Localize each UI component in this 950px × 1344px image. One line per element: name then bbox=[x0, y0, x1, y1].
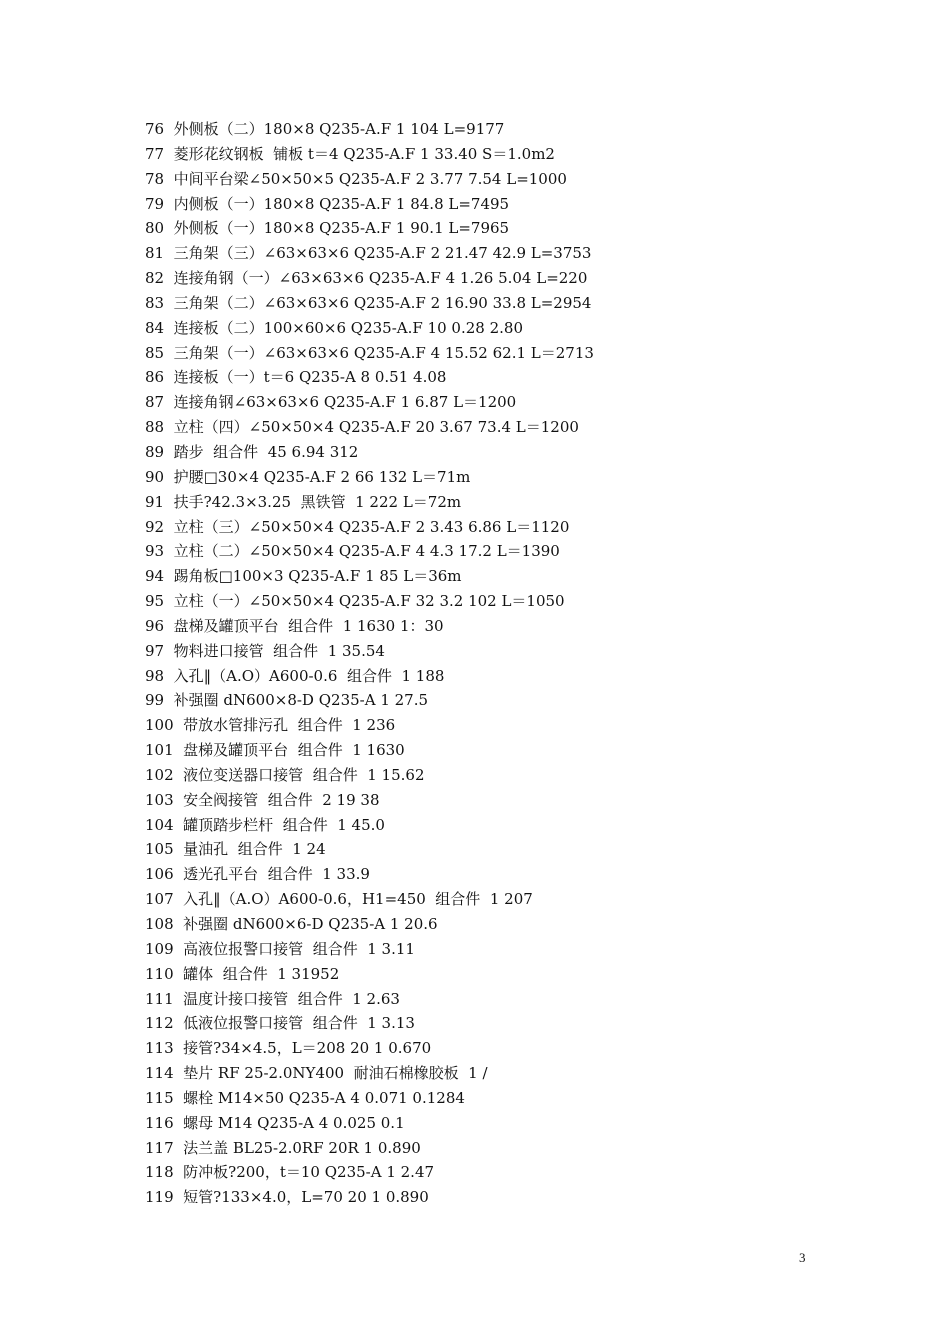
list-item: 86 连接板（一）t＝6 Q235-A 8 0.51 4.08 bbox=[145, 368, 447, 387]
list-item: 114 垫片 RF 25-2.0NY400 耐油石棉橡胶板 1 / bbox=[145, 1064, 488, 1083]
list-item: 93 立柱（二）∠50×50×4 Q235-A.F 4 4.3 17.2 L＝1390 bbox=[145, 542, 560, 561]
list-item: 81 三角架（三）∠63×63×6 Q235-A.F 2 21.47 42.9 L=3753 bbox=[145, 244, 592, 263]
list-item: 92 立柱（三）∠50×50×4 Q235-A.F 2 3.43 6.86 L＝1120 bbox=[145, 517, 570, 536]
list-item: 110 罐体 组合件 1 31952 bbox=[145, 964, 340, 983]
list-item: 84 连接板（二）100×60×6 Q235-A.F 10 0.28 2.80 bbox=[145, 318, 523, 337]
parts-list bbox=[145, 117, 905, 1210]
list-item: 100 带放水管排污孔 组合件 1 236 bbox=[145, 716, 396, 735]
list-item: 107 入孔‖（A.O）A600-0.6，H1=450 组合件 1 207 bbox=[145, 890, 533, 909]
list-item: 82 连接角钢（一）∠63×63×6 Q235-A.F 4 1.26 5.04 L=220 bbox=[145, 269, 588, 288]
list-item: 79 内侧板（一）180×8 Q235-A.F 1 84.8 L=7495 bbox=[145, 194, 510, 213]
list-item: 118 防冲板?200，t＝10 Q235-A 1 2.47 bbox=[145, 1163, 435, 1182]
list-item: 105 量油孔 组合件 1 24 bbox=[145, 840, 326, 859]
list-item: 106 透光孔平台 组合件 1 33.9 bbox=[145, 865, 370, 884]
list-item: 108 补强圈 dN600×6-D Q235-A 1 20.6 bbox=[145, 915, 438, 933]
list-item: 113 接管?34×4.5，L＝208 20 1 0.670 bbox=[145, 1039, 432, 1058]
list-item: 116 螺母 M14 Q235-A 4 0.025 0.1 bbox=[145, 1113, 405, 1132]
list-item: 94 踢角板□100×3 Q235-A.F 1 85 L＝36m bbox=[145, 567, 462, 586]
list-item: 103 安全阀接管 组合件 2 19 38 bbox=[145, 790, 380, 809]
list-item: 99 补强圈 dN600×8-D Q235-A 1 27.5 bbox=[145, 691, 429, 710]
list-item: 89 踏步 组合件 45 6.94 312 bbox=[145, 442, 359, 461]
list-item: 83 三角架（二）∠63×63×6 Q235-A.F 2 16.90 33.8 L=2954 bbox=[145, 293, 592, 312]
list-item: 111 温度计接口接管 组合件 1 2.63 bbox=[145, 989, 400, 1008]
list-item: 95 立柱（一）∠50×50×4 Q235-A.F 32 3.2 102 L＝1050 bbox=[145, 592, 565, 611]
list-item: 78 中间平台梁∠50×50×5 Q235-A.F 2 3.77 7.54 L=1000 bbox=[145, 169, 567, 188]
list-item: 77 菱形花纹钢板 铺板 t＝4 Q235-A.F 1 33.40 S＝1.0m2 bbox=[145, 144, 555, 163]
list-item: 112 低液位报警口接管 组合件 1 3.13 bbox=[145, 1014, 415, 1033]
list-item: 117 法兰盖 BL25-2.0RF 20R 1 0.890 bbox=[145, 1138, 421, 1157]
list-item: 91 扶手?42.3×3.25 黑铁管 1 222 L＝72m bbox=[145, 492, 462, 511]
list-item: 101 盘梯及罐顶平台 组合件 1 1630 bbox=[145, 741, 405, 760]
list-item: 76 外侧板（二）180×8 Q235-A.F 1 104 L=9177 bbox=[145, 120, 505, 138]
list-item: 80 外侧板（一）180×8 Q235-A.F 1 90.1 L=7965 bbox=[145, 219, 510, 238]
list-item: 96 盘梯及罐顶平台 组合件 1 1630 1：30 bbox=[145, 616, 444, 635]
list-item: 88 立柱（四）∠50×50×4 Q235-A.F 20 3.67 73.4 L＝1200 bbox=[145, 418, 579, 437]
list-item: 98 入孔‖（A.O）A600-0.6 组合件 1 188 bbox=[145, 666, 445, 685]
list-item: 85 三角架（一）∠63×63×6 Q235-A.F 4 15.52 62.1 L＝2713 bbox=[145, 343, 594, 362]
page-number: 3 bbox=[799, 1250, 806, 1265]
list-item: 102 液位变送器口接管 组合件 1 15.62 bbox=[145, 765, 425, 784]
list-item: 104 罐顶踏步栏杆 组合件 1 45.0 bbox=[145, 815, 385, 834]
list-item: 119 短管?133×4.0，L=70 20 1 0.890 bbox=[145, 1188, 429, 1207]
list-item: 109 高液位报警口接管 组合件 1 3.11 bbox=[145, 939, 415, 958]
list-item: 115 螺栓 M14×50 Q235-A 4 0.071 0.1284 bbox=[145, 1088, 465, 1107]
list-item: 97 物料进口接管 组合件 1 35.54 bbox=[145, 641, 385, 660]
list-item: 87 连接角钢∠63×63×6 Q235-A.F 1 6.87 L＝1200 bbox=[145, 393, 517, 412]
list-item: 90 护腰□30×4 Q235-A.F 2 66 132 L＝71m bbox=[145, 467, 471, 486]
